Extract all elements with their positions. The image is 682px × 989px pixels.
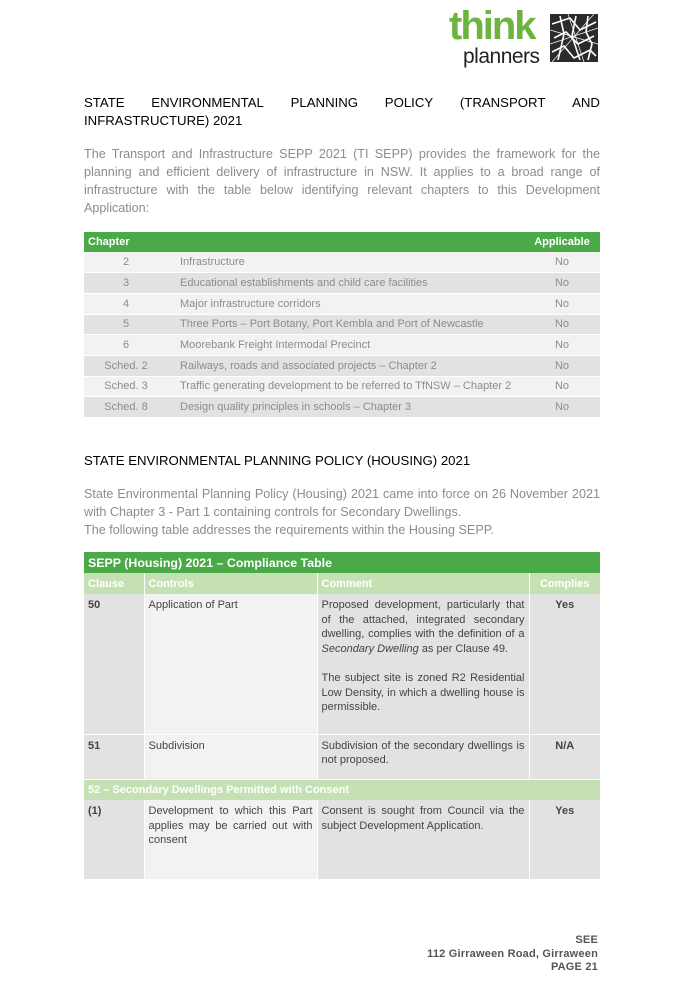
footer-address: 112 Girraween Road, Girraween <box>427 947 598 960</box>
comment-text: as per Clause 49. <box>418 642 508 655</box>
table-row <box>84 355 600 376</box>
table-row <box>84 800 600 879</box>
applicable-cell: No <box>524 293 600 314</box>
clause-column-header: Clause <box>84 573 144 594</box>
comment-text: The subject site is zoned R2 Residential Low Density, in which a dwelling house is permissible. <box>321 671 525 714</box>
table-row <box>84 314 600 335</box>
table-row <box>84 335 600 356</box>
complies-cell: Yes <box>529 800 600 879</box>
description-cell: Moorebank Freight Intermodal Precinct <box>168 335 524 356</box>
controls-cell: Application of Part <box>144 594 317 734</box>
applicable-cell: No <box>524 397 600 418</box>
logo-think-text: think <box>449 4 535 48</box>
heading-word: AND <box>572 95 600 110</box>
compliance-subheading: 52 – Secondary Dwellings Permitted with Consent <box>84 779 600 800</box>
description-cell: Infrastructure <box>168 252 524 273</box>
applicable-cell: No <box>524 335 600 356</box>
table-row <box>84 594 600 734</box>
transport-chapters-table <box>84 232 600 418</box>
comment-text: Proposed development, particularly that of the attached, integrated secondary dwelling, complies with the definition of a <box>321 599 525 641</box>
comment-italic-term: Secondary Dwelling <box>321 642 419 655</box>
page-footer <box>427 934 598 975</box>
section1-paragraph: The Transport and Infrastructure SEPP 2021 (TI SEPP) provides the framework for the planning and efficient delivery of infrastructure in NSW. It applies to a broad range of infrastructure with the table below identifying relevant chapters to this Development Application: <box>84 147 600 215</box>
heading-word: STATE <box>84 95 125 110</box>
heading-word: PLANNING <box>290 95 359 110</box>
compliance-table-columns-row <box>84 573 600 594</box>
table-row <box>84 273 600 294</box>
footer-page-number: PAGE 21 <box>550 961 598 973</box>
chapter-cell: 6 <box>84 335 168 356</box>
section-heading-transport-infrastructure <box>84 94 600 130</box>
clause-cell: (1) <box>84 800 144 879</box>
description-cell: Traffic generating development to be referred to TfNSW – Chapter 2 <box>168 376 524 397</box>
description-cell: Three Ports – Port Botany, Port Kembla and Port of Newcastle <box>168 314 524 335</box>
housing-compliance-table <box>84 552 600 880</box>
table-row <box>84 252 600 273</box>
applicable-column-header: Applicable <box>524 232 600 252</box>
section-heading-housing: STATE ENVIRONMENTAL PLANNING POLICY (HOUSING) 2021 <box>84 453 471 468</box>
chapter-cell: 5 <box>84 314 168 335</box>
applicable-cell: No <box>524 314 600 335</box>
clause-cell: 50 <box>84 594 144 734</box>
complies-cell: N/A <box>529 734 600 779</box>
heading-word: (TRANSPORT <box>459 95 546 110</box>
compliance-table-title-row <box>84 552 600 573</box>
compliance-subheading-row <box>84 779 600 800</box>
chapter-cell: 2 <box>84 252 168 273</box>
chapter-cell: Sched. 3 <box>84 376 168 397</box>
complies-column-header: Complies <box>529 573 600 594</box>
controls-cell: Development to which this Part applies may be carried out with consent <box>144 800 317 879</box>
table-row <box>84 734 600 779</box>
heading-line-2: INFRASTRUCTURE) 2021 <box>84 113 243 128</box>
applicable-cell: No <box>524 355 600 376</box>
section2-paragraph <box>84 485 600 539</box>
description-column-header <box>168 232 524 252</box>
logo-planners-text: planners <box>463 45 540 68</box>
table-row <box>84 293 600 314</box>
complies-cell: Yes <box>529 594 600 734</box>
chapter-cell: 4 <box>84 293 168 314</box>
description-cell: Railways, roads and associated projects – Chapter 2 <box>168 355 524 376</box>
table-row <box>84 376 600 397</box>
heading-word: ENVIRONMENTAL <box>151 95 264 110</box>
heading-line-1 <box>84 94 600 112</box>
table-header-row <box>84 232 600 252</box>
chapter-cell: Sched. 2 <box>84 355 168 376</box>
controls-column-header: Controls <box>144 573 317 594</box>
table-row <box>84 397 600 418</box>
footer-doc-type: SEE <box>575 934 598 946</box>
section2-paragraph-line2: The following table addresses the requirements within the Housing SEPP. <box>84 523 494 537</box>
clause-cell: 51 <box>84 734 144 779</box>
description-cell: Educational establishments and child care facilities <box>168 273 524 294</box>
chapter-cell: 3 <box>84 273 168 294</box>
applicable-cell: No <box>524 273 600 294</box>
description-cell: Design quality principles in schools – Chapter 3 <box>168 397 524 418</box>
chapter-column-header: Chapter <box>84 232 168 252</box>
heading-word: POLICY <box>384 95 434 110</box>
applicable-cell: No <box>524 252 600 273</box>
comment-column-header: Comment <box>317 573 529 594</box>
section2-paragraph-line1: State Environmental Planning Policy (Housing) 2021 came into force on 26 November 2021 with Chapter 3 - Part 1 containing controls for Secondary Dwellings. <box>84 487 600 519</box>
controls-cell: Subdivision <box>144 734 317 779</box>
applicable-cell: No <box>524 376 600 397</box>
description-cell: Major infrastructure corridors <box>168 293 524 314</box>
chapter-cell: Sched. 8 <box>84 397 168 418</box>
logo-map-mark-icon <box>550 14 598 62</box>
comment-cell <box>317 594 529 734</box>
think-planners-logo <box>449 4 601 70</box>
compliance-table-title: SEPP (Housing) 2021 – Compliance Table <box>84 552 600 573</box>
comment-cell: Consent is sought from Council via the subject Development Application. <box>317 800 529 879</box>
comment-cell: Subdivision of the secondary dwellings is not proposed. <box>317 734 529 779</box>
